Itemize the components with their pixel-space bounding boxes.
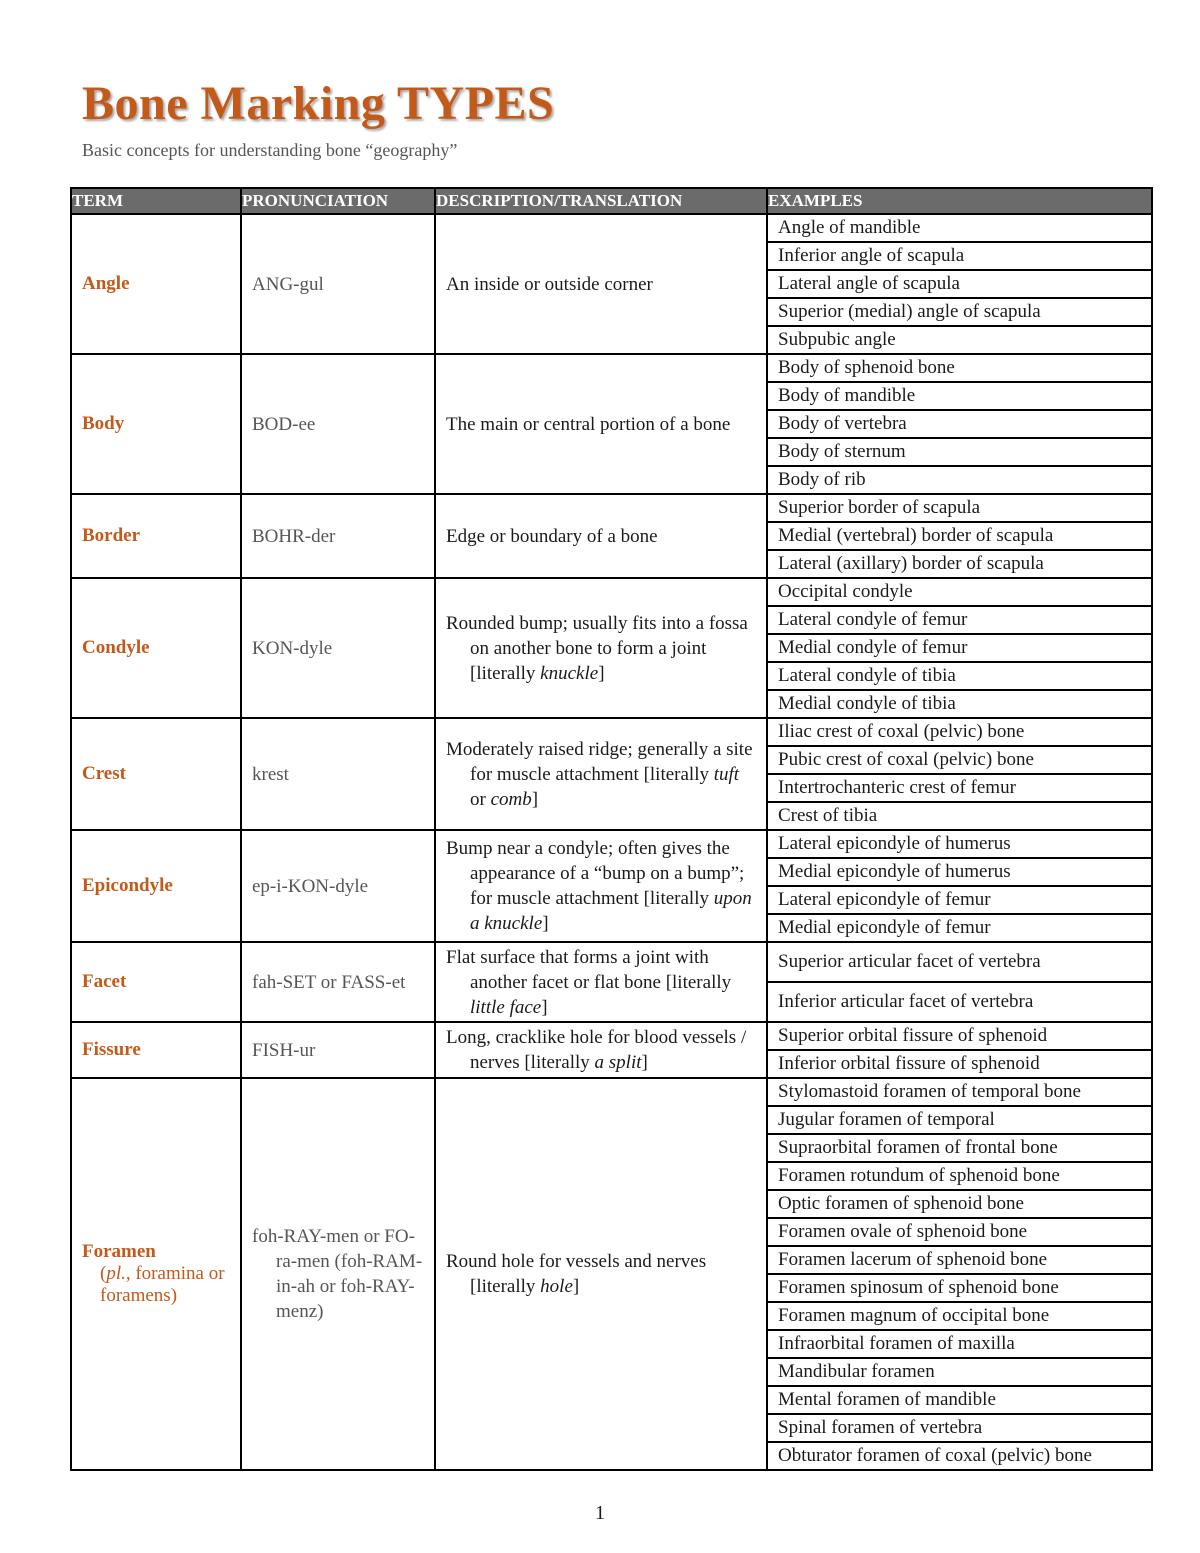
- description-cell: [435, 214, 767, 354]
- bone-marking-table-container: [70, 187, 1151, 1471]
- description-text: [446, 272, 756, 297]
- description-cell: [435, 578, 767, 718]
- description-segment: ]: [598, 662, 605, 684]
- term-label: Facet: [82, 971, 127, 992]
- example-item: Body of rib: [778, 469, 866, 490]
- column-header-examples: EXAMPLES: [767, 188, 1152, 214]
- examples-cell: [767, 830, 1152, 942]
- example-item: Jugular foramen of temporal: [768, 1107, 1151, 1135]
- term-label: Body: [82, 413, 125, 434]
- table-row: [71, 494, 1152, 578]
- examples-list: [768, 579, 1151, 717]
- example-item: Lateral (axillary) border of scapula: [778, 553, 1044, 574]
- example-item: Foramen ovale of sphenoid bone: [768, 1219, 1151, 1247]
- table-row: [71, 718, 1152, 830]
- example-item: Inferior articular facet of vertebra: [778, 991, 1034, 1012]
- term-label: Foramen: [82, 1241, 156, 1262]
- table-row: [71, 1022, 1152, 1078]
- description-segment: An inside or outside corner: [446, 273, 653, 295]
- example-item: Spinal foramen of vertebra: [768, 1415, 1151, 1443]
- term-cell: [71, 1022, 241, 1078]
- term-cell: [71, 1078, 241, 1470]
- term-cell: [71, 942, 241, 1022]
- example-item: Infraorbital foramen of maxilla: [768, 1331, 1151, 1359]
- examples-list: [768, 1023, 1151, 1077]
- example-item: Mandibular foramen: [768, 1359, 1151, 1387]
- page-title: Bone Marking TYPES: [82, 77, 555, 130]
- example-item: Superior (medial) angle of scapula: [768, 299, 1151, 327]
- description-segment: Rounded bump; usually fits into a fossa on another bone to form a joint [literally: [446, 612, 748, 684]
- pronunciation-cell: [241, 1022, 435, 1078]
- table-header-row: [71, 188, 1152, 214]
- example-item: Mental foramen of mandible: [768, 1387, 1151, 1415]
- description-segment: The main or central portion of a bone: [446, 413, 731, 435]
- example-item: Medial condyle of femur: [768, 635, 1151, 663]
- pronunciation-cell: [241, 214, 435, 354]
- example-item: Foramen rotundum of sphenoid bone: [768, 1163, 1151, 1191]
- example-item: Intertrochanteric crest of femur: [768, 775, 1151, 803]
- description-text: [446, 611, 756, 686]
- pronunciation-text: KON-dyle: [252, 637, 333, 659]
- example-item: Medial epicondyle of femur: [778, 917, 991, 938]
- description-cell: [435, 718, 767, 830]
- pronunciation-cell: [241, 494, 435, 578]
- example-item: Body of sternum: [768, 439, 1151, 467]
- example-item: Subpubic angle: [778, 329, 896, 350]
- term-label: Fissure: [82, 1039, 141, 1060]
- example-item: Inferior orbital fissure of sphenoid: [778, 1053, 1040, 1074]
- table-row: [71, 942, 1152, 1022]
- description-literal-translation: tuft: [713, 763, 740, 785]
- description-literal-translation: hole: [540, 1276, 573, 1297]
- description-segment: Long, cracklike hole for blood vessels / nerves [literally: [446, 1027, 747, 1073]
- term-label: Crest: [82, 763, 126, 784]
- examples-cell: [767, 1022, 1152, 1078]
- description-literal-translation: comb: [490, 788, 532, 810]
- term-note-rest: , foramina or foramens): [100, 1263, 225, 1306]
- description-segment: ]: [641, 1052, 648, 1073]
- description-literal-translation: a split: [594, 1052, 642, 1073]
- examples-list: [768, 1079, 1151, 1469]
- examples-cell: [767, 494, 1152, 578]
- examples-list: [768, 215, 1151, 353]
- description-literal-translation: knuckle: [540, 662, 599, 684]
- examples-list: [768, 831, 1151, 941]
- table-row: [71, 354, 1152, 494]
- description-literal-translation: upon a knuckle: [470, 888, 752, 934]
- example-item: Crest of tibia: [778, 805, 878, 826]
- example-item: Inferior angle of scapula: [768, 243, 1151, 271]
- description-cell: [435, 830, 767, 942]
- description-segment: ]: [531, 788, 539, 810]
- example-item: Body of sphenoid bone: [768, 355, 1151, 383]
- description-literal-translation: little face: [470, 996, 542, 1018]
- pronunciation-text: ep-i-KON-dyle: [252, 875, 369, 897]
- description-cell: [435, 354, 767, 494]
- pronunciation-text: krest: [252, 763, 289, 785]
- description-segment: Flat surface that forms a joint with another facet or flat bone [literally: [446, 946, 732, 993]
- pronunciation-text: foh-RAY-men or FO-ra-men (foh-RAM-in-ah or foh-RAY-menz): [252, 1226, 423, 1322]
- example-item: Obturator foramen of coxal (pelvic) bone: [778, 1445, 1092, 1466]
- pronunciation-text: FISH-ur: [252, 1039, 316, 1061]
- description-text: [446, 737, 756, 812]
- term-note-plural: pl.: [106, 1263, 126, 1284]
- column-header-pronunciation: PRONUNCIATION: [241, 188, 435, 214]
- term-note-open: (: [100, 1263, 107, 1284]
- term-cell: [71, 494, 241, 578]
- pronunciation-cell: [241, 354, 435, 494]
- description-segment: Round hole for vessels and nerves [literally: [446, 1251, 707, 1297]
- description-text: [446, 945, 756, 1020]
- description-segment: ]: [542, 913, 549, 934]
- pronunciation-cell: [241, 578, 435, 718]
- description-text: [446, 1025, 756, 1075]
- description-segment: Edge or boundary of a bone: [446, 525, 658, 547]
- example-item: Lateral condyle of tibia: [768, 663, 1151, 691]
- description-cell: [435, 494, 767, 578]
- example-item: Iliac crest of coxal (pelvic) bone: [768, 719, 1151, 747]
- term-label: Angle: [82, 273, 130, 294]
- example-item: Stylomastoid foramen of temporal bone: [768, 1079, 1151, 1107]
- example-item: Angle of mandible: [768, 215, 1151, 243]
- example-item: Superior articular facet of vertebra: [768, 943, 1151, 983]
- description-segment: or: [470, 788, 491, 810]
- table-row: [71, 578, 1152, 718]
- examples-cell: [767, 718, 1152, 830]
- pronunciation-text: BOHR-der: [252, 525, 336, 547]
- column-header-term: TERM: [71, 188, 241, 214]
- examples-list: [768, 495, 1151, 577]
- pronunciation-cell: [241, 830, 435, 942]
- column-header-description: DESCRIPTION/TRANSLATION: [435, 188, 767, 214]
- pronunciation-cell: [241, 718, 435, 830]
- description-segment: ]: [541, 996, 548, 1018]
- description-text: [446, 412, 756, 437]
- examples-list: [768, 355, 1151, 493]
- term-cell: [71, 214, 241, 354]
- example-item: Foramen magnum of occipital bone: [768, 1303, 1151, 1331]
- examples-list: [768, 719, 1151, 829]
- example-item: Supraorbital foramen of frontal bone: [768, 1135, 1151, 1163]
- example-item: Lateral epicondyle of femur: [768, 887, 1151, 915]
- term-plural-note: [82, 1263, 232, 1307]
- description-text: [446, 524, 756, 549]
- example-item: Body of vertebra: [768, 411, 1151, 439]
- pronunciation-text: BOD-ee: [252, 413, 316, 435]
- term-label: Border: [82, 525, 141, 546]
- examples-cell: [767, 214, 1152, 354]
- example-item: Foramen lacerum of sphenoid bone: [768, 1247, 1151, 1275]
- example-item: Pubic crest of coxal (pelvic) bone: [768, 747, 1151, 775]
- term-cell: [71, 578, 241, 718]
- table-row: [71, 1078, 1152, 1470]
- example-item: Lateral condyle of femur: [768, 607, 1151, 635]
- example-item: Superior border of scapula: [768, 495, 1151, 523]
- table-row: [71, 830, 1152, 942]
- bone-marking-table: [70, 187, 1153, 1471]
- pronunciation-text: ANG-gul: [252, 273, 324, 295]
- example-item: Medial epicondyle of humerus: [768, 859, 1151, 887]
- description-cell: [435, 1022, 767, 1078]
- term-cell: [71, 718, 241, 830]
- term-cell: [71, 830, 241, 942]
- example-item: Body of mandible: [768, 383, 1151, 411]
- description-text: [446, 836, 756, 936]
- examples-list: [768, 943, 1151, 1021]
- term-label: Epicondyle: [82, 875, 173, 896]
- description-cell: [435, 1078, 767, 1470]
- term-cell: [71, 354, 241, 494]
- example-item: Occipital condyle: [768, 579, 1151, 607]
- example-item: Medial (vertebral) border of scapula: [768, 523, 1151, 551]
- page-subtitle: Basic concepts for understanding bone “geography”: [82, 140, 458, 160]
- description-segment: ]: [572, 1276, 580, 1297]
- example-item: Lateral angle of scapula: [768, 271, 1151, 299]
- term-label: Condyle: [82, 637, 150, 658]
- examples-cell: [767, 1078, 1152, 1470]
- pronunciation-cell: [241, 1078, 435, 1470]
- examples-cell: [767, 354, 1152, 494]
- description-segment: Bump near a condyle; often gives the appearance of a “bump on a bump”; for muscle attachment [literally: [446, 838, 745, 909]
- example-item: Optic foramen of sphenoid bone: [768, 1191, 1151, 1219]
- example-item: Foramen spinosum of sphenoid bone: [768, 1275, 1151, 1303]
- example-item: Superior orbital fissure of sphenoid: [768, 1023, 1151, 1051]
- example-item: Lateral epicondyle of humerus: [768, 831, 1151, 859]
- description-cell: [435, 942, 767, 1022]
- description-text: [446, 1249, 756, 1299]
- pronunciation-text: fah-SET or FASS-et: [252, 971, 406, 993]
- examples-cell: [767, 942, 1152, 1022]
- page-number: 1: [595, 1502, 605, 1524]
- pronunciation-cell: [241, 942, 435, 1022]
- example-item: Medial condyle of tibia: [778, 693, 956, 714]
- table-row: [71, 214, 1152, 354]
- description-segment: Moderately raised ridge; generally a site for muscle attachment [literally: [446, 738, 753, 785]
- examples-cell: [767, 578, 1152, 718]
